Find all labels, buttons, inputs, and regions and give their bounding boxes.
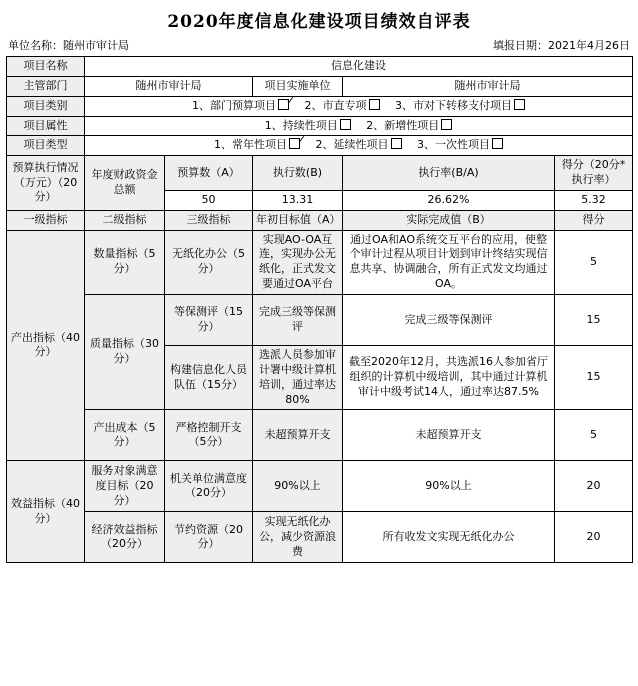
unit-name-label: 单位名称：	[8, 39, 63, 52]
actual-value: 截至2020年12月，共选派16人参加省厅组织的计算机中级培训，其中通过计算机审计中级考试14人，通过率达87.5%	[343, 345, 555, 409]
implement-unit-label: 项目实施单位	[253, 76, 343, 96]
page-title: 2020年度信息化建设项目绩效自评表	[167, 12, 471, 32]
row-score: 20	[555, 512, 633, 563]
level3-indicator: 严格控制开支（5分）	[165, 410, 253, 461]
level3-indicator: 机关单位满意度（20分）	[165, 461, 253, 512]
section-name-benefit: 效益指标（40分）	[7, 461, 85, 563]
category-option-2[interactable]: 2、市直专项	[305, 99, 380, 114]
checkbox-icon[interactable]	[514, 99, 525, 110]
type-option-3[interactable]: 3、一次性项目	[417, 138, 503, 153]
indicator-header-actual: 实际完成值（B）	[343, 210, 555, 230]
budget-sub-label: 年度财政资金总额	[85, 156, 165, 211]
document-subheader	[6, 37, 632, 56]
unit-name-value: 随州市审计局	[63, 39, 129, 52]
category-options	[85, 96, 633, 116]
level2-indicator: 数量指标（5分）	[85, 230, 165, 294]
actual-value: 通过OA和AO系统交互平台的应用，使整个审计过程从项目计划到审计终结实现信息共享、协调融合，所有正式发文均通过OA。	[343, 230, 555, 294]
budget-header-a: 预算数（A）	[165, 156, 253, 191]
target-value: 90%以上	[253, 461, 343, 512]
checkbox-icon[interactable]	[492, 138, 503, 149]
level2-indicator: 产出成本（5分）	[85, 410, 165, 461]
budget-label: 预算执行情况（万元）（20分）	[7, 156, 85, 211]
type-option-2[interactable]: 2、延续性项目	[316, 138, 402, 153]
report-date-value: 2021年4月26日	[548, 39, 630, 52]
attribute-option-1[interactable]: 1、持续性项目	[265, 119, 351, 134]
level3-indicator: 等保测评（15分）	[165, 294, 253, 345]
category-option-3[interactable]: 3、市对下转移支付项目	[395, 99, 525, 114]
table-row	[7, 294, 633, 345]
type-label: 项目类型	[7, 136, 85, 156]
indicator-header-target: 年初目标值（A）	[253, 210, 343, 230]
table-row	[7, 512, 633, 563]
table-row	[7, 230, 633, 294]
report-date	[493, 37, 630, 53]
checkbox-icon[interactable]	[391, 138, 402, 149]
type-option-1[interactable]: 1、常年性项目 ✓	[214, 138, 300, 153]
table-row-type	[7, 136, 633, 156]
row-score: 5	[555, 230, 633, 294]
level2-indicator: 经济效益指标（20分）	[85, 512, 165, 563]
table-row-indicator-header	[7, 210, 633, 230]
row-score: 20	[555, 461, 633, 512]
actual-value: 完成三级等保测评	[343, 294, 555, 345]
actual-value: 90%以上	[343, 461, 555, 512]
row-score: 15	[555, 345, 633, 409]
checkbox-icon[interactable]	[289, 138, 300, 149]
table-row-category	[7, 96, 633, 116]
table-row-department	[7, 76, 633, 96]
budget-value-rate: 26.62%	[343, 190, 555, 210]
project-name-label: 项目名称	[7, 57, 85, 77]
indicator-header-level3: 三级指标	[165, 210, 253, 230]
attribute-label: 项目属性	[7, 116, 85, 136]
target-value: 未超预算开支	[253, 410, 343, 461]
table-row	[7, 410, 633, 461]
indicator-header-level2: 二级指标	[85, 210, 165, 230]
level3-indicator: 节约资源（20分）	[165, 512, 253, 563]
budget-value-a: 50	[165, 190, 253, 210]
checkbox-icon[interactable]	[278, 99, 289, 110]
table-row-budget-header	[7, 156, 633, 191]
table-row-attribute	[7, 116, 633, 136]
budget-header-b: 执行数(B)	[253, 156, 343, 191]
actual-value: 所有收发文实现无纸化办公	[343, 512, 555, 563]
target-value: 实现无纸化办公，减少资源浪费	[253, 512, 343, 563]
level2-indicator: 服务对象满意度目标（20分）	[85, 461, 165, 512]
level3-indicator: 构建信息化人员队伍（15分）	[165, 345, 253, 409]
target-value: 选派人员参加审计署中级计算机培训，通过率达80%	[253, 345, 343, 409]
category-label: 项目类别	[7, 96, 85, 116]
report-date-label: 填报日期：	[493, 39, 548, 52]
budget-header-rate: 执行率(B/A)	[343, 156, 555, 191]
department-value: 随州市审计局	[85, 76, 253, 96]
implement-unit-value: 随州市审计局	[343, 76, 633, 96]
target-value: 完成三级等保测评	[253, 294, 343, 345]
attribute-option-2[interactable]: 2、新增性项目	[366, 119, 452, 134]
indicator-header-level1: 一级指标	[7, 210, 85, 230]
checkbox-icon[interactable]	[441, 119, 452, 130]
unit-name	[8, 37, 129, 53]
evaluation-table	[6, 56, 633, 563]
checkbox-icon[interactable]	[340, 119, 351, 130]
actual-value: 未超预算开支	[343, 410, 555, 461]
table-row	[7, 461, 633, 512]
budget-value-score: 5.32	[555, 190, 633, 210]
level3-indicator: 无纸化办公（5分）	[165, 230, 253, 294]
department-label: 主管部门	[7, 76, 85, 96]
category-option-1[interactable]: 1、部门预算项目 ✓	[192, 99, 289, 114]
indicator-header-score: 得分	[555, 210, 633, 230]
attribute-options	[85, 116, 633, 136]
level2-indicator: 质量指标（30分）	[85, 294, 165, 409]
row-score: 5	[555, 410, 633, 461]
checkbox-icon[interactable]	[369, 99, 380, 110]
budget-value-b: 13.31	[253, 190, 343, 210]
type-options	[85, 136, 633, 156]
budget-header-score: 得分（20分*执行率）	[555, 156, 633, 191]
table-row-project-name	[7, 57, 633, 77]
project-name-value: 信息化建设	[85, 57, 633, 77]
row-score: 15	[555, 294, 633, 345]
section-name-output: 产出指标（40分）	[7, 230, 85, 461]
target-value: 实现AO-OA互连，实现办公无纸化，正式发文要通过OA平台	[253, 230, 343, 294]
